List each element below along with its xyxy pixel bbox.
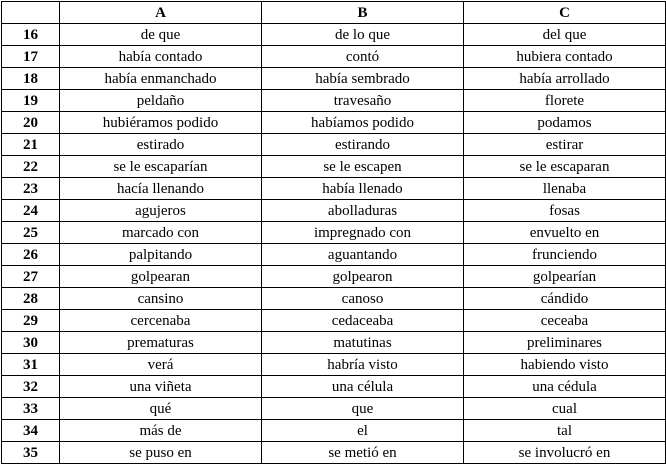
option-b: una célula	[262, 376, 464, 398]
table-row	[2, 398, 666, 420]
option-a: cansino	[60, 288, 262, 310]
option-b: cedaceaba	[262, 310, 464, 332]
row-number: 28	[2, 288, 60, 310]
option-a: hacía llenando	[60, 178, 262, 200]
option-b: aguantando	[262, 244, 464, 266]
option-c: tal	[464, 420, 666, 442]
row-number: 20	[2, 112, 60, 134]
option-b: golpearon	[262, 266, 464, 288]
option-a: hubiéramos podido	[60, 112, 262, 134]
option-c: podamos	[464, 112, 666, 134]
option-c: del que	[464, 24, 666, 46]
option-a: marcado con	[60, 222, 262, 244]
header-row	[2, 2, 666, 24]
option-c: envuelto en	[464, 222, 666, 244]
option-b: travesaño	[262, 90, 464, 112]
option-a: cercenaba	[60, 310, 262, 332]
option-b: matutinas	[262, 332, 464, 354]
header-column-b: B	[262, 2, 464, 24]
row-number: 29	[2, 310, 60, 332]
option-c: hubiera contado	[464, 46, 666, 68]
header-column-c: C	[464, 2, 666, 24]
option-b: el	[262, 420, 464, 442]
option-c: frunciendo	[464, 244, 666, 266]
table-row	[2, 376, 666, 398]
option-b: habíamos podido	[262, 112, 464, 134]
row-number: 32	[2, 376, 60, 398]
row-number: 19	[2, 90, 60, 112]
row-number: 17	[2, 46, 60, 68]
option-a: peldaño	[60, 90, 262, 112]
option-b: abolladuras	[262, 200, 464, 222]
option-c: se involucró en	[464, 442, 666, 464]
answer-options-table	[1, 1, 666, 464]
row-number: 31	[2, 354, 60, 376]
table-row	[2, 178, 666, 200]
row-number: 27	[2, 266, 60, 288]
table-row	[2, 288, 666, 310]
option-c: golpearían	[464, 266, 666, 288]
option-b: de lo que	[262, 24, 464, 46]
option-a: verá	[60, 354, 262, 376]
option-b: se le escapen	[262, 156, 464, 178]
option-a: golpearan	[60, 266, 262, 288]
option-b: canoso	[262, 288, 464, 310]
option-c: se le escaparan	[464, 156, 666, 178]
table-row	[2, 112, 666, 134]
option-c: una cédula	[464, 376, 666, 398]
option-a: de que	[60, 24, 262, 46]
row-number: 23	[2, 178, 60, 200]
row-number: 34	[2, 420, 60, 442]
option-a: se puso en	[60, 442, 262, 464]
option-b: había sembrado	[262, 68, 464, 90]
option-c: florete	[464, 90, 666, 112]
option-c: llenaba	[464, 178, 666, 200]
row-number: 30	[2, 332, 60, 354]
row-number: 35	[2, 442, 60, 464]
row-number: 21	[2, 134, 60, 156]
option-b: habría visto	[262, 354, 464, 376]
option-a: prematuras	[60, 332, 262, 354]
option-b: estirando	[262, 134, 464, 156]
option-b: impregnado con	[262, 222, 464, 244]
row-number: 24	[2, 200, 60, 222]
table-row	[2, 222, 666, 244]
table-row	[2, 24, 666, 46]
table-row	[2, 266, 666, 288]
row-number: 26	[2, 244, 60, 266]
option-a: había contado	[60, 46, 262, 68]
option-c: estirar	[464, 134, 666, 156]
option-a: palpitando	[60, 244, 262, 266]
table-row	[2, 244, 666, 266]
option-a: agujeros	[60, 200, 262, 222]
option-c: ceceaba	[464, 310, 666, 332]
row-number: 22	[2, 156, 60, 178]
table-row	[2, 310, 666, 332]
table-row	[2, 156, 666, 178]
row-number: 18	[2, 68, 60, 90]
option-c: habiendo visto	[464, 354, 666, 376]
row-number: 25	[2, 222, 60, 244]
option-c: cándido	[464, 288, 666, 310]
option-b: contó	[262, 46, 464, 68]
row-number: 33	[2, 398, 60, 420]
table-row	[2, 90, 666, 112]
table-row	[2, 332, 666, 354]
option-c: fosas	[464, 200, 666, 222]
option-c: había arrollado	[464, 68, 666, 90]
option-b: se metió en	[262, 442, 464, 464]
header-column-a: A	[60, 2, 262, 24]
option-b: que	[262, 398, 464, 420]
option-a: había enmanchado	[60, 68, 262, 90]
table-row	[2, 420, 666, 442]
option-a: estirado	[60, 134, 262, 156]
option-b: había llenado	[262, 178, 464, 200]
table-row	[2, 200, 666, 222]
header-number-cell	[2, 2, 60, 24]
table-row	[2, 354, 666, 376]
table-row	[2, 46, 666, 68]
option-a: qué	[60, 398, 262, 420]
option-c: cual	[464, 398, 666, 420]
option-a: más de	[60, 420, 262, 442]
table-row	[2, 134, 666, 156]
table-row	[2, 68, 666, 90]
table-row	[2, 442, 666, 464]
option-a: una viñeta	[60, 376, 262, 398]
option-a: se le escaparían	[60, 156, 262, 178]
row-number: 16	[2, 24, 60, 46]
option-c: preliminares	[464, 332, 666, 354]
